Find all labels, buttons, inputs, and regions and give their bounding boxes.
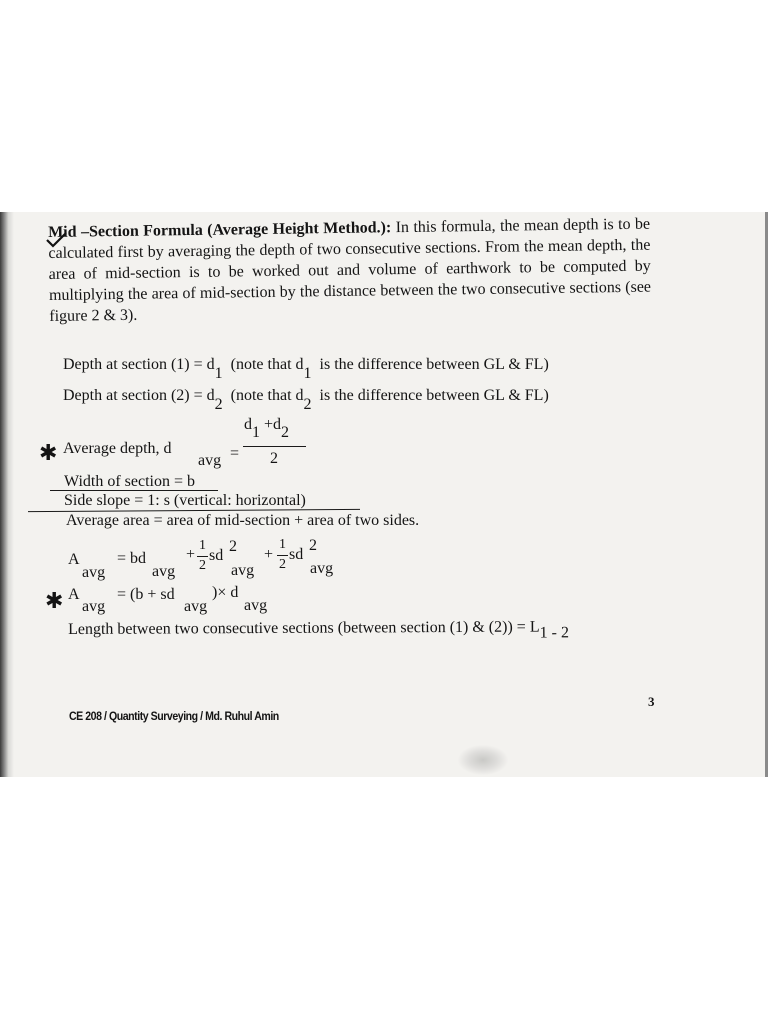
side-slope: Side slope = 1: s (vertical: horizontal) — [64, 492, 306, 509]
fraction-numerator: d1 +d2 — [244, 416, 290, 441]
depth-section-2: Depth at section (2) = d2 (note that d2 is the difference between GL & FL) — [63, 387, 549, 413]
footer-text: CE 208 / Quantity Surveying / Md. Ruhul Amin — [69, 711, 279, 723]
intro-paragraph — [48, 214, 651, 327]
avg-subscript: avg — [198, 452, 222, 469]
section-title: Mid –Section Formula (Average Height Method.): — [48, 219, 392, 241]
paragraph-body: In this formula, the mean depth is to be calculated first by averaging the depth of two consecutive sections. From the mean depth, the area of mid-section is to be worked out and volume of earthwork to be computed by multiplying the area of mid-section by the distance between the two consecutive sections (see figure 2 & 3). — [48, 215, 652, 325]
scan-left-edge — [0, 212, 14, 777]
equals-sign: = — [230, 445, 240, 462]
average-depth-label: Average depth, d — [63, 440, 172, 457]
scan-smudge — [458, 745, 508, 775]
page-number: 3 — [648, 694, 655, 709]
average-area: Average area = area of mid-section + area of two sides. — [66, 512, 420, 529]
fraction-bar — [243, 446, 306, 447]
length-between-sections: Length between two consecutive sections (between section (1) & (2)) = L1 - 2 — [68, 618, 569, 642]
width-of-section: Width of section = b — [64, 473, 196, 490]
depth-section-1: Depth at section (1) = d1 (note that d1 is the difference between GL & FL) — [63, 356, 549, 382]
star-icon: ✱ — [39, 441, 58, 466]
star-icon: ✱ — [45, 589, 64, 614]
fraction-denominator: 2 — [270, 450, 278, 467]
